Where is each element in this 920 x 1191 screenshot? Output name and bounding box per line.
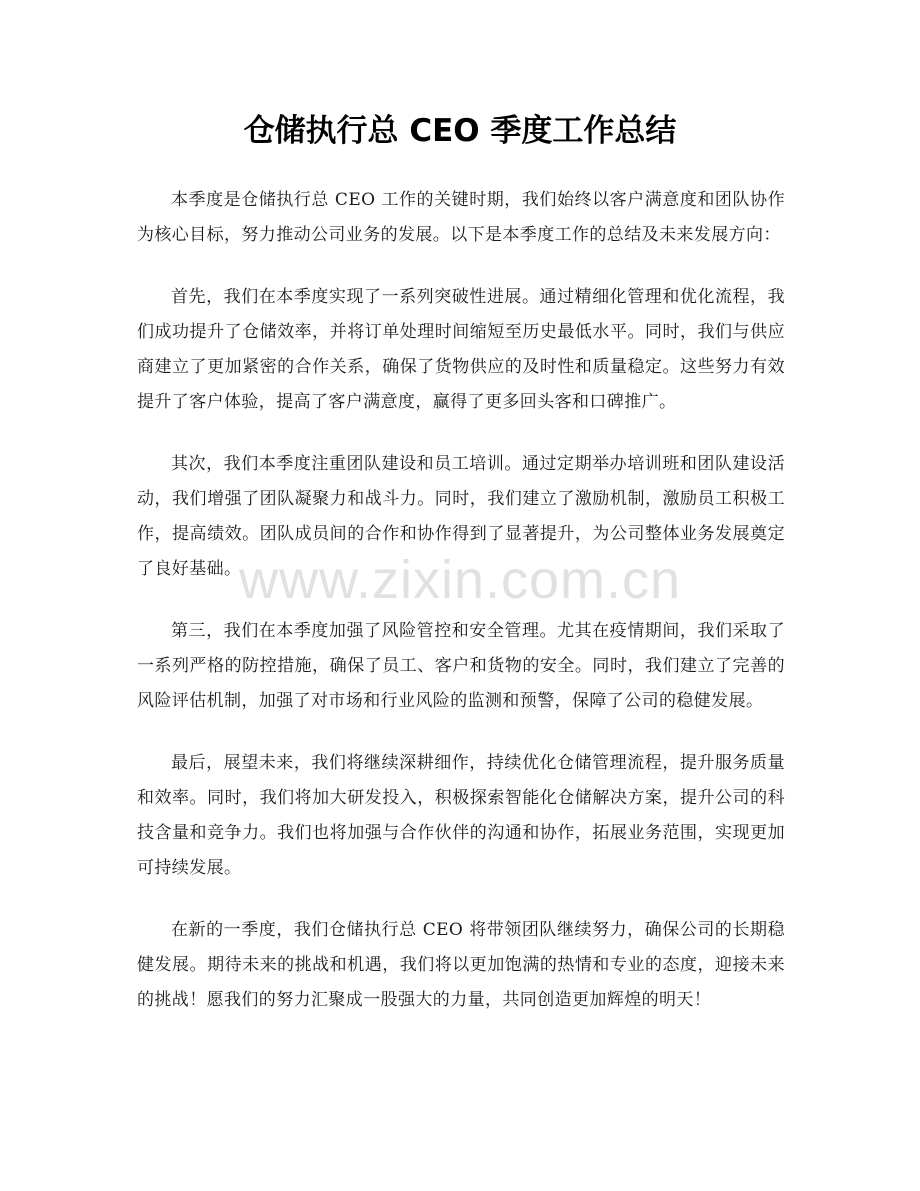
paragraph-first: 首先，我们在本季度实现了一系列突破性进展。通过精细化管理和优化流程，我们成功提升了仓储效率，并将订单处理时间缩短至历史最低水平。同时，我们与供应商建立了更加紧密的合作关系，确保了货物供应的及时性和质量稳定。这些努力有效提升了客户体验，提高了客户满意度，赢得了更多回头客和口碑推广。 [137,287,785,412]
watermark: www.zixin.com.cn [238,550,682,610]
paragraph-closing: 在新的一季度，我们仓储执行总 CEO 将带领团队继续努力，确保公司的长期稳健发展。期待未来的挑战和机遇，我们将以更加饱满的热情和专业的态度，迎接未来的挑战！愿我们的努力汇聚成一股强大的力量，共同创造更加辉煌的明天！ [137,920,785,1010]
paragraph-finally: 最后，展望未来，我们将继续深耕细作，持续优化仓储管理流程，提升服务质量和效率。同时，我们将加大研发投入，积极探索智能化仓储解决方案，提升公司的科技含量和竞争力。我们也将加强与合作伙伴的沟通和协作，拓展业务范围，实现更加可持续发展。 [137,753,785,878]
document-body [137,183,785,1045]
paragraph-second: 其次，我们本季度注重团队建设和员工培训。通过定期举办培训班和团队建设活动，我们增强了团队凝聚力和战斗力。同时，我们建立了激励机制，激励员工积极工作，提高绩效。团队成员间的合作和协作得到了显著提升，为公司整体业务发展奠定了良好基础。 [137,454,785,579]
document-title: 仓储执行总 CEO 季度工作总结 [243,113,677,149]
paragraph-intro: 本季度是仓储执行总 CEO 工作的关键时期，我们始终以客户满意度和团队协作为核心目标，努力推动公司业务的发展。以下是本季度工作的总结及未来发展方向： [137,190,785,245]
paragraph-third: 第三，我们在本季度加强了风险管控和安全管理。尤其在疫情期间，我们采取了一系列严格的防控措施，确保了员工、客户和货物的安全。同时，我们建立了完善的风险评估机制，加强了对市场和行业风险的监测和预警，保障了公司的稳健发展。 [137,621,785,711]
